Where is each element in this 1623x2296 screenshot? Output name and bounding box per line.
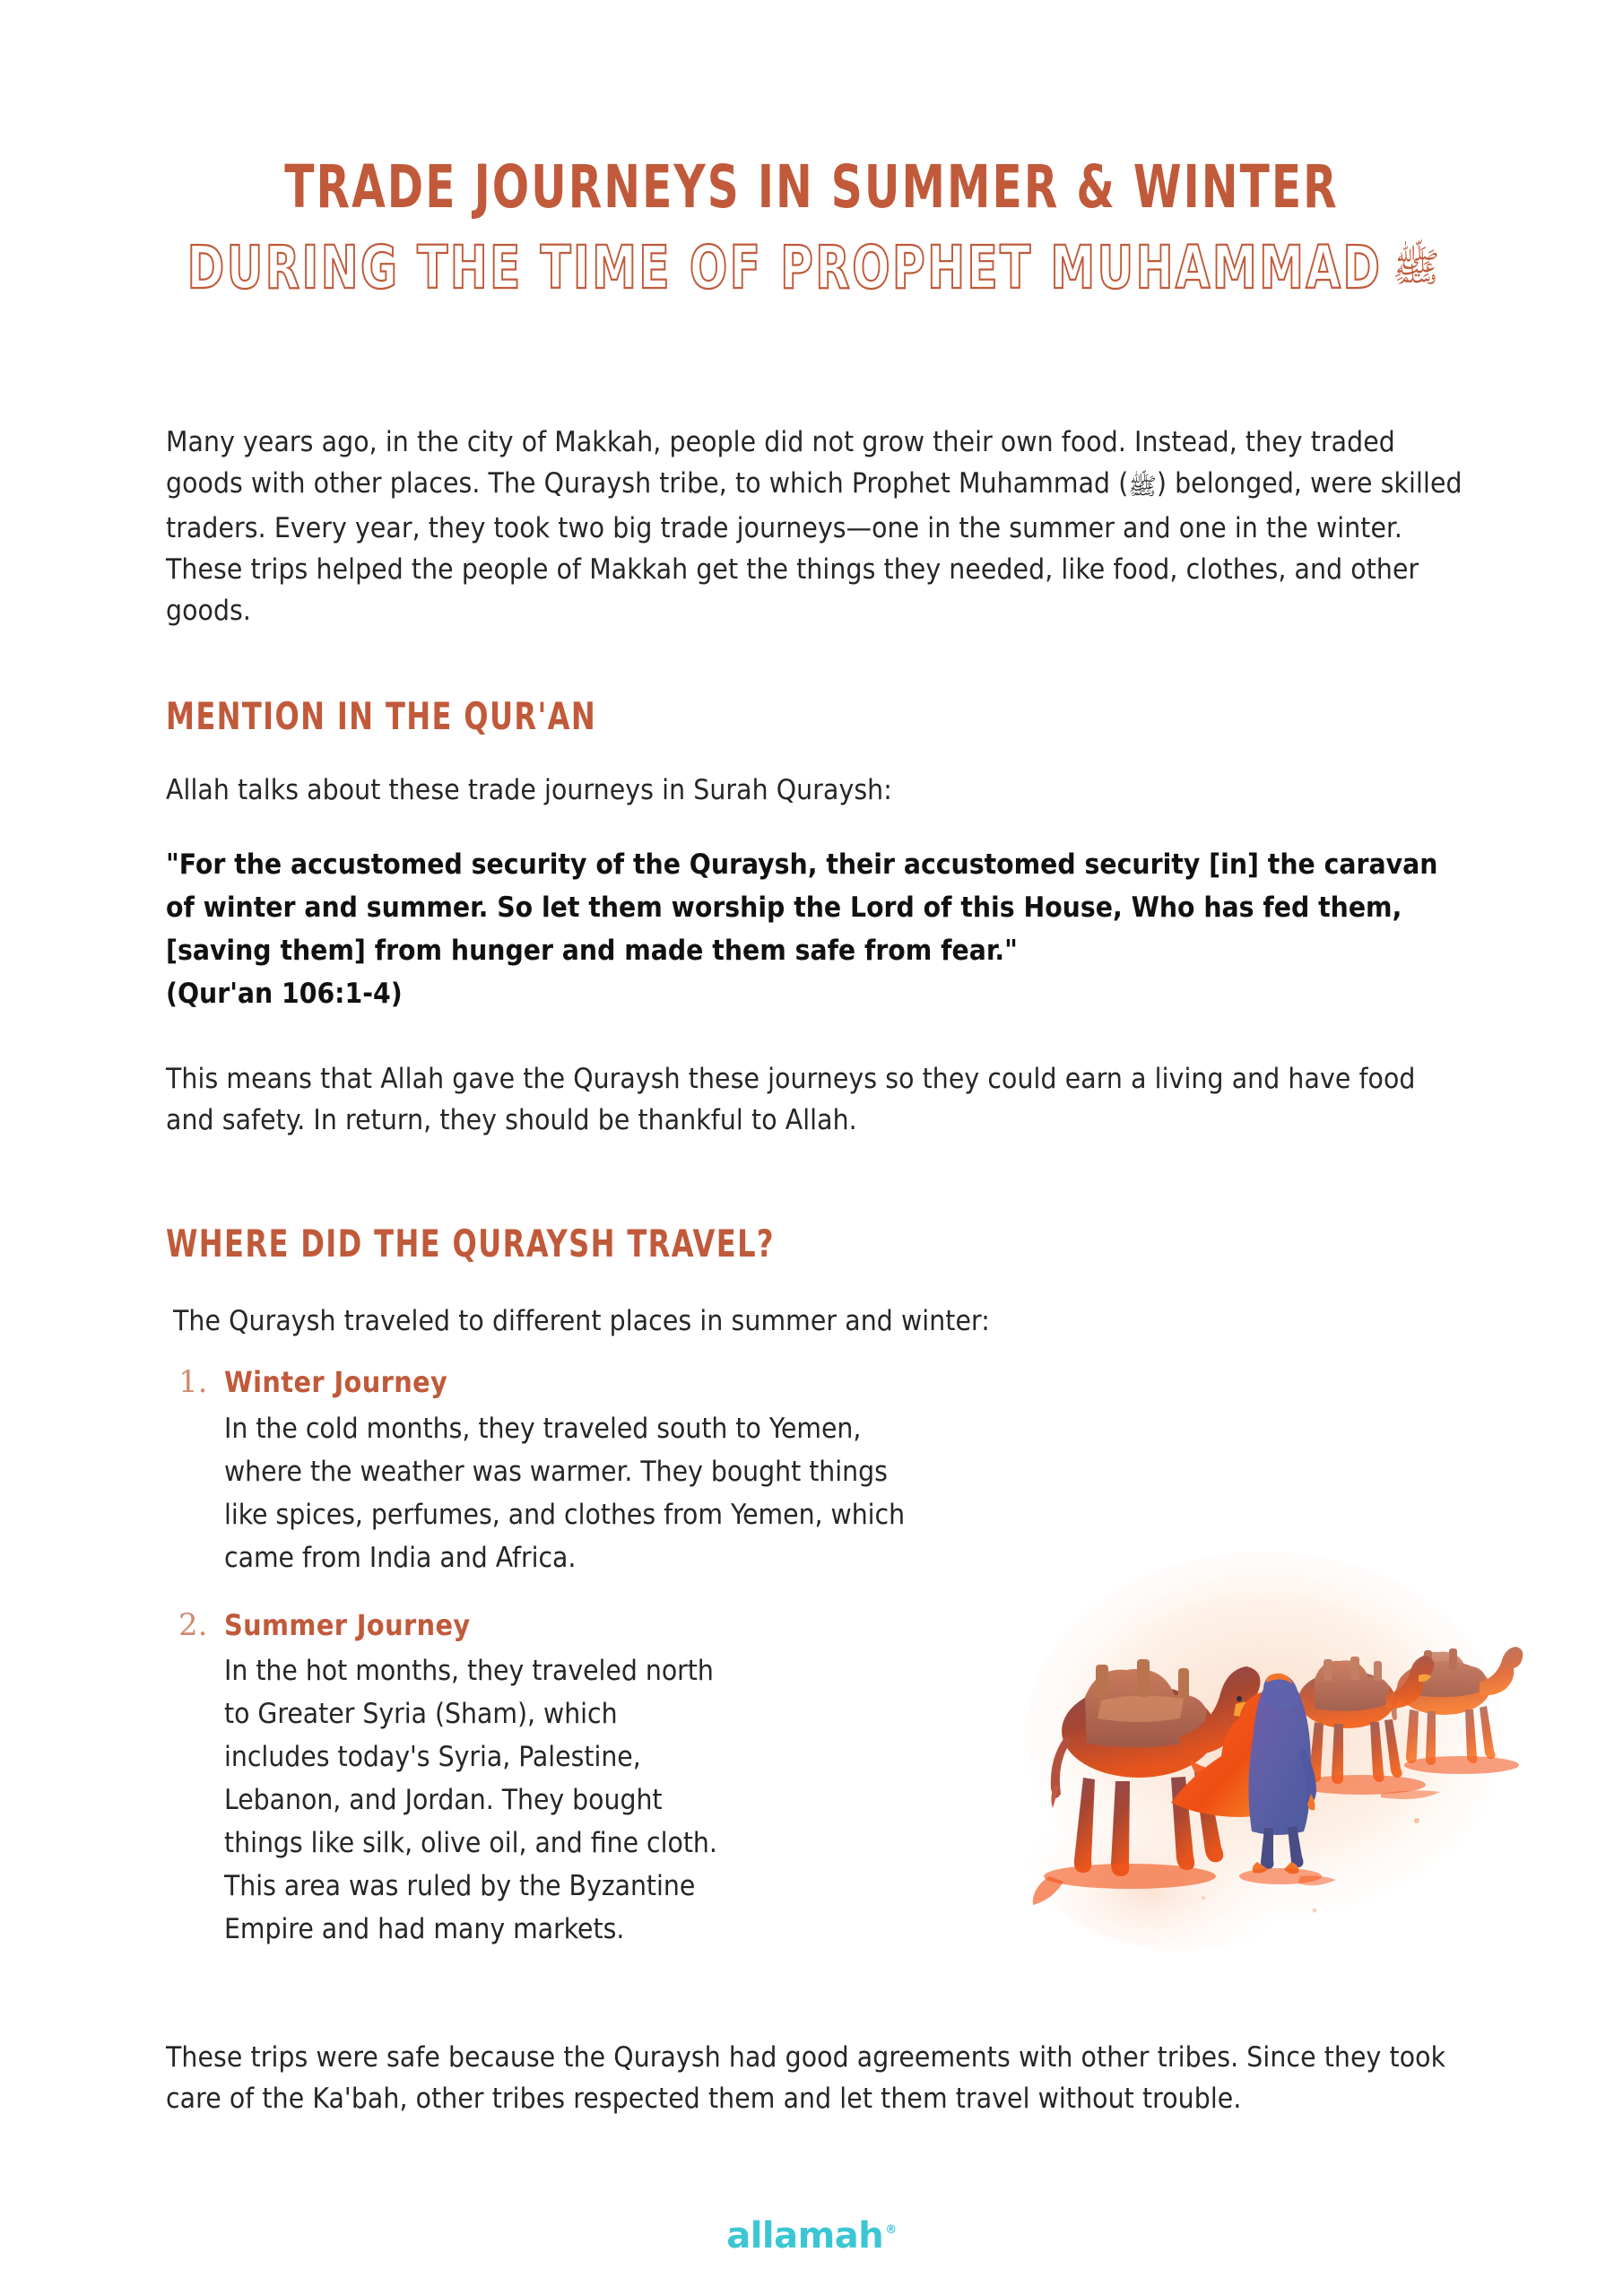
- quran-explanation-paragraph: This means that Allah gave the Quraysh these journeys so they could earn a living and have food and safety. In return, they should be thankful to Allah.: [166, 1063, 1416, 1137]
- intro-paragraph: [166, 422, 1463, 631]
- document-title-line-2-row: [130, 233, 1493, 302]
- intro-text-part-2: ) belonged, were skilled traders. Every year, they took two big trade journeys—one in the summer and one in the winter. These trips helped the people of Makkah get the things they needed, like food, clothes, and other goods.: [166, 467, 1462, 627]
- allamah-logo: [726, 2215, 897, 2257]
- list-marker: 1.: [178, 1364, 208, 1401]
- quran-citation: (Qur'an 106:1-4): [166, 978, 403, 1011]
- closing-paragraph: These trips were safe because the Quraysh had good agreements with other tribes. Since they took care of the Ka'bah, other tribes respected them and let them travel without trouble.: [166, 2041, 1446, 2116]
- list-marker: 2.: [178, 1606, 208, 1643]
- section-heading-mention-in-quran: MENTION IN THE QUR'AN: [166, 694, 597, 738]
- document-title-line-1: TRADE JOURNEYS IN SUMMER & WINTER: [284, 152, 1339, 222]
- intro-text-part-1: Many years ago, in the city of Makkah, people did not grow their own food. Instead, they traded goods with other places. The Quraysh tribe, to which Prophet Muhammad (: [166, 426, 1395, 500]
- section-heading-where-did-quraysh-travel: WHERE DID THE QURAYSH TRAVEL?: [166, 1222, 775, 1266]
- footer: [0, 2215, 1623, 2257]
- quran-quote: "For the accustomed security of the Quraysh, their accustomed security [in] the caravan of winter and summer. So let them worship the Lord of this House, Who has fed them, [saving them] from hunger and made them safe from fear.": [166, 848, 1438, 968]
- sallallahu-inline-icon: ﷺ: [1128, 474, 1157, 500]
- journey-title-winter: Winter Journey: [224, 1365, 448, 1400]
- registered-trademark-icon: ®: [885, 2223, 897, 2237]
- journey-body-winter: In the cold months, they traveled south to Yemen, where the weather was warmer. They bought things like spices, perfumes, and clothes from Yemen, which came from India and Africa.: [224, 1412, 906, 1574]
- travel-lead-paragraph: The Quraysh traveled to different places in summer and winter:: [173, 1305, 990, 1338]
- journey-body-summer: In the hot months, they traveled north to Greater Syria (Sham), which includes today's Syria, Palestine, Lebanon, and Jordan. They bought things like silk, olive oil, and fine cloth. This area was ruled by the Byzantine Empire and had many markets.: [224, 1655, 717, 1946]
- journeys-list: [166, 1365, 1463, 1951]
- sallallahu-alayhi-wasallam-icon: ﷺ: [1392, 245, 1440, 291]
- list-item: [166, 1365, 1463, 1578]
- document-title-line-2: DURING THE TIME OF PROPHET MUHAMMAD: [187, 233, 1383, 302]
- document-content: [166, 422, 1463, 2119]
- quran-lead-paragraph: Allah talks about these trade journeys in Surah Quraysh:: [166, 774, 892, 807]
- document-title-block: [0, 152, 1623, 302]
- allamah-logo-text: allamah: [726, 2215, 884, 2257]
- journey-title-summer: Summer Journey: [224, 1607, 471, 1642]
- list-item: [166, 1608, 1463, 1951]
